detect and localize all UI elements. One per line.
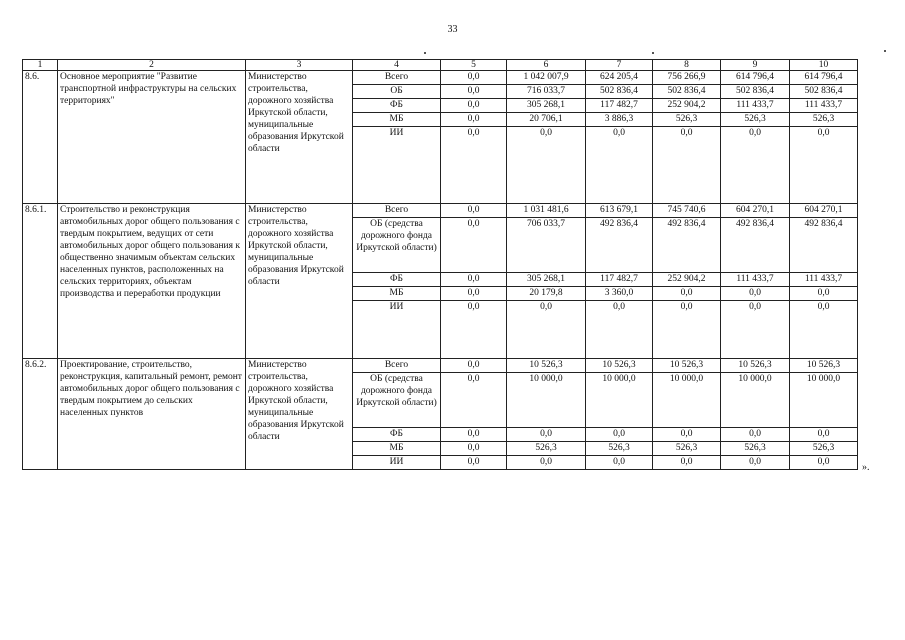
value-cell: 0,0	[507, 456, 586, 470]
value-cell: 0,0	[790, 127, 858, 204]
funding-source: ИИ	[353, 456, 441, 470]
value-cell: 0,0	[441, 99, 507, 113]
value-cell: 0,0	[721, 127, 790, 204]
value-cell: 10 526,3	[586, 359, 653, 373]
column-number: 8	[653, 60, 721, 71]
value-cell: 0,0	[790, 456, 858, 470]
value-cell: 10 000,0	[790, 373, 858, 428]
value-cell: 252 904,2	[653, 273, 721, 287]
item-description: Основное мероприятие "Развитие транспортной инфраструктуры на сельских территориях"	[58, 71, 246, 204]
value-cell: 526,3	[790, 442, 858, 456]
value-cell: 0,0	[507, 428, 586, 442]
item-number: 8.6.2.	[23, 359, 58, 470]
value-cell: 111 433,7	[790, 273, 858, 287]
value-cell: 526,3	[790, 113, 858, 127]
value-cell: 0,0	[586, 301, 653, 359]
column-number: 4	[353, 60, 441, 71]
value-cell: 0,0	[441, 273, 507, 287]
column-number-row	[23, 60, 858, 71]
value-cell: 20 706,1	[507, 113, 586, 127]
scan-speck	[424, 52, 426, 54]
value-cell: 0,0	[586, 127, 653, 204]
value-cell: 0,0	[721, 456, 790, 470]
closing-quote-mark: ».	[862, 462, 870, 473]
value-cell: 111 433,7	[790, 99, 858, 113]
column-number: 3	[246, 60, 353, 71]
funding-source: ОБ	[353, 85, 441, 99]
value-cell: 502 836,4	[586, 85, 653, 99]
table-row	[23, 204, 858, 218]
value-cell: 0,0	[653, 456, 721, 470]
value-cell: 502 836,4	[790, 85, 858, 99]
funding-source: МБ	[353, 287, 441, 301]
value-cell: 614 796,4	[790, 71, 858, 85]
value-cell: 10 526,3	[790, 359, 858, 373]
value-cell: 0,0	[441, 85, 507, 99]
value-cell: 111 433,7	[721, 99, 790, 113]
column-number: 7	[586, 60, 653, 71]
value-cell: 526,3	[721, 113, 790, 127]
funding-source: Всего	[353, 359, 441, 373]
value-cell: 3 360,0	[586, 287, 653, 301]
value-cell: 305 268,1	[507, 99, 586, 113]
funding-source: ФБ	[353, 99, 441, 113]
value-cell: 10 526,3	[507, 359, 586, 373]
column-number: 10	[790, 60, 858, 71]
funding-source: ФБ	[353, 273, 441, 287]
value-cell: 756 266,9	[653, 71, 721, 85]
value-cell: 526,3	[721, 442, 790, 456]
value-cell: 1 042 007,9	[507, 71, 586, 85]
funding-source: МБ	[353, 113, 441, 127]
program-table	[22, 59, 858, 470]
column-number: 2	[58, 60, 246, 71]
column-number: 5	[441, 60, 507, 71]
value-cell: 305 268,1	[507, 273, 586, 287]
funding-source: МБ	[353, 442, 441, 456]
value-cell: 252 904,2	[653, 99, 721, 113]
value-cell: 624 205,4	[586, 71, 653, 85]
funding-source: ФБ	[353, 428, 441, 442]
value-cell: 0,0	[441, 442, 507, 456]
value-cell: 502 836,4	[653, 85, 721, 99]
value-cell: 0,0	[653, 301, 721, 359]
scan-speck	[652, 52, 654, 54]
value-cell: 0,0	[507, 301, 586, 359]
value-cell: 604 270,1	[721, 204, 790, 218]
column-number: 1	[23, 60, 58, 71]
value-cell: 10 526,3	[721, 359, 790, 373]
item-number: 8.6.1.	[23, 204, 58, 359]
responsible-executor: Министерство строительства, дорожного хозяйства Иркутской области, муниципальные образования Иркутской области	[246, 359, 353, 470]
value-cell: 0,0	[441, 301, 507, 359]
value-cell: 0,0	[653, 127, 721, 204]
funding-source: ИИ	[353, 301, 441, 359]
value-cell: 0,0	[721, 287, 790, 301]
value-cell: 10 000,0	[721, 373, 790, 428]
value-cell: 526,3	[653, 113, 721, 127]
value-cell: 0,0	[441, 127, 507, 204]
value-cell: 492 836,4	[790, 218, 858, 273]
value-cell: 117 482,7	[586, 273, 653, 287]
value-cell: 1 031 481,6	[507, 204, 586, 218]
funding-source: ИИ	[353, 127, 441, 204]
value-cell: 0,0	[441, 113, 507, 127]
value-cell: 0,0	[653, 428, 721, 442]
value-cell: 0,0	[507, 127, 586, 204]
value-cell: 614 796,4	[721, 71, 790, 85]
value-cell: 613 679,1	[586, 204, 653, 218]
value-cell: 0,0	[441, 218, 507, 273]
value-cell: 492 836,4	[586, 218, 653, 273]
value-cell: 10 000,0	[586, 373, 653, 428]
page-number: 33	[447, 24, 458, 35]
responsible-executor: Министерство строительства, дорожного хозяйства Иркутской области, муниципальные образования Иркутской области	[246, 71, 353, 204]
value-cell: 0,0	[441, 71, 507, 85]
value-cell: 10 000,0	[507, 373, 586, 428]
value-cell: 0,0	[721, 301, 790, 359]
value-cell: 10 526,3	[653, 359, 721, 373]
scan-speck	[884, 50, 886, 52]
value-cell: 111 433,7	[721, 273, 790, 287]
funding-source: Всего	[353, 71, 441, 85]
column-number: 6	[507, 60, 586, 71]
responsible-executor: Министерство строительства, дорожного хозяйства Иркутской области, муниципальные образования Иркутской области	[246, 204, 353, 359]
value-cell: 502 836,4	[721, 85, 790, 99]
value-cell: 0,0	[441, 456, 507, 470]
value-cell: 0,0	[790, 428, 858, 442]
value-cell: 492 836,4	[721, 218, 790, 273]
column-number: 9	[721, 60, 790, 71]
table-body	[23, 60, 858, 470]
value-cell: 0,0	[441, 373, 507, 428]
value-cell: 0,0	[790, 301, 858, 359]
value-cell: 0,0	[441, 204, 507, 218]
value-cell: 0,0	[441, 359, 507, 373]
value-cell: 0,0	[586, 428, 653, 442]
value-cell: 0,0	[586, 456, 653, 470]
value-cell: 20 179,8	[507, 287, 586, 301]
value-cell: 526,3	[507, 442, 586, 456]
item-description: Проектирование, строительство, реконструкция, капитальный ремонт, ремонт автомобильных дорог общего пользования с твердым покрытием до сельских населенных пунктов	[58, 359, 246, 470]
table-row	[23, 359, 858, 373]
value-cell: 0,0	[441, 287, 507, 301]
value-cell: 0,0	[441, 428, 507, 442]
value-cell: 526,3	[653, 442, 721, 456]
value-cell: 3 886,3	[586, 113, 653, 127]
funding-source: Всего	[353, 204, 441, 218]
funding-source: ОБ (средства дорожного фонда Иркутской области)	[353, 373, 441, 428]
table-row	[23, 71, 858, 85]
value-cell: 716 033,7	[507, 85, 586, 99]
value-cell: 604 270,1	[790, 204, 858, 218]
value-cell: 745 740,6	[653, 204, 721, 218]
value-cell: 706 033,7	[507, 218, 586, 273]
item-description: Строительство и реконструкция автомобильных дорог общего пользования с твердым покрытием, ведущих от сети автомобильных дорог общего пользования к общественно значимым объектам сельских населенных пунктов, расположенных на сельских территориях, объектам производства и переработки продукции	[58, 204, 246, 359]
value-cell: 526,3	[586, 442, 653, 456]
value-cell: 0,0	[721, 428, 790, 442]
value-cell: 0,0	[653, 287, 721, 301]
value-cell: 10 000,0	[653, 373, 721, 428]
value-cell: 0,0	[790, 287, 858, 301]
item-number: 8.6.	[23, 71, 58, 204]
funding-source: ОБ (средства дорожного фонда Иркутской области)	[353, 218, 441, 273]
value-cell: 492 836,4	[653, 218, 721, 273]
value-cell: 117 482,7	[586, 99, 653, 113]
